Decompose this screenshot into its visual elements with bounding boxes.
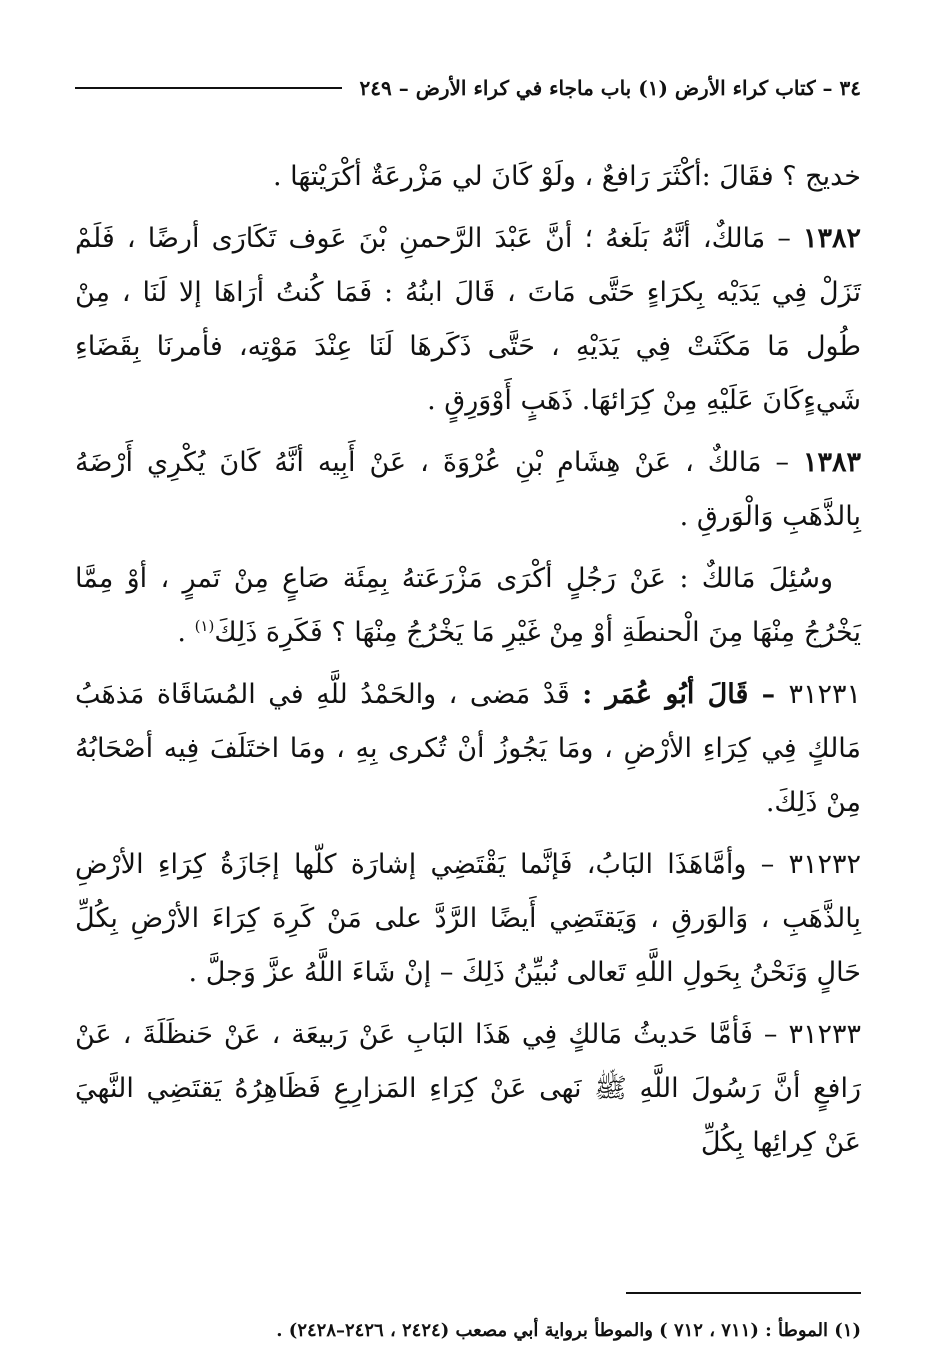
paragraph-text: – وأمَّاهَذَا البَابُ، فَإنَّما يَقْتَضِي إشارَة كلّها إجَازَةُ كِرَاءِ الأرْضِ بِالذَّهَبِ ، وَالوَرقِ ، وَيَقتَضِي أَيضًا الرَّدَّ على مَنْ كَرِهَ كِرَاءَ الأرْضِ بِكُلِّ حَالٍ وَنَحْنُ بِحَولِ اللَّهِ تَعالى نُبيِّنُ ذَلِكَ – إنْ شَاءَ اللَّهُ عزَّ وَجلَّ .: [75, 849, 861, 988]
footnote-marker[interactable]: (١): [194, 617, 215, 635]
paragraph-tail: .: [177, 617, 195, 648]
paragraph-text: – فَأمَّا حَديثُ مَالكٍ فِي هَذَا البَابِ عَنْ رَبيعَة ، عَنْ حَنظَلَةَ ، عَنْ رَافعٍ أنَّ رَسُولَ اللَّهِ ﷺ نَهى عَنْ كِرَاءِ المَزارِعِ فَظَاهِرُهُ يَقتَضِي النَّهيَ عَنْ كِرائِها بِكُلِّ: [75, 1019, 861, 1158]
paragraph-31233: [75, 1008, 861, 1170]
footnote-rule: [626, 1292, 861, 1294]
paragraph-question: [75, 552, 861, 660]
paragraph-continuation: [75, 150, 861, 204]
commentary-number: ٣١٢٣٢: [788, 849, 861, 880]
header-title: ٣٤ – كتاب كراء الأرض (١) باب ماجاء في كراء الأرض – ٢٤٩: [359, 76, 861, 100]
commentary-number: ٣١٢٣١: [788, 679, 861, 710]
header-rule: [75, 87, 342, 89]
paragraph-text: خديج ؟ فقَالَ :أكْثَرَ رَافعٌ ، ولَوْ كَانَ لي مَزْرعَةٌ أكْرَيْتهَا .: [273, 161, 861, 192]
paragraph-1383: [75, 436, 861, 544]
commentary-number: ٣١٢٣٣: [788, 1019, 861, 1050]
footnote: (١) الموطأ : (٧١١ ، ٧١٢ ) والموطأ برواية أبي مصعب (٢٤٢٤ ، ٢٤٢٦–٢٤٢٨) .: [276, 1320, 861, 1341]
paragraph-1382: [75, 212, 861, 428]
running-header: [75, 70, 861, 106]
paragraph-text: – مَالكٌ، أنَّهُ بَلَغهُ ؛ أنَّ عَبْدَ الرَّحمنِ بْنَ عَوف تَكَارَى أرضًا ، فَلَمْ تَزَلْ فِي يَدَيْه بِكرَاءٍ حَتَّى مَاتَ ، قَالَ ابنُهُ : فَمَا كُنتُ أرَاهَا إلا لَنَا ، مِنْ طُول مَا مَكَثَتْ فِي يَدَيْهِ ، حَتَّى ذَكَرهَا لَنَا عِنْدَ مَوْتِه، فأمرنَا بِقَضَاءِ شَيءٍكَانَ عَلَيْهِ مِنْ كِرَائهَا. ذَهَبٍ أَوْوَرِقٍ .: [75, 223, 861, 416]
main-text: [75, 150, 861, 1178]
paragraph-text: وسُئِلَ مَالكٌ : عَنْ رَجُلٍ أكْرَى مَزْرَعَتهُ بِمِئَة صَاعٍ مِنْ تَمرٍ ، أوْ مِمَّا يَخْرُجُ مِنْهَا مِنَ الْحنطَةِ أوْ مِنْ غَيْرِ مَا يَخْرُجُ مِنْهَا ؟ فَكَرِهَ ذَلِكَ: [75, 563, 861, 648]
paragraph-text: قَدْ مَضى ، والحَمْدُ للَّهِ في المُسَاقَاة مَذهَبُ مَالكٍ فِي كِرَاءِ الأرْضِ ، ومَا يَجُوزُ أنْ تُكرى بِهِ ، ومَا اختَلَفَ فِيه أصْحَابُهُ مِنْ ذَلِكَ.: [75, 679, 861, 818]
hadith-number: ١٣٨٢: [802, 223, 861, 254]
speaker-lead: – قَالَ أبُو عُمَر :: [582, 679, 789, 710]
paragraph-text: – مَالكٌ ، عَنْ هِشَامِ بْنِ عُرْوَةَ ، عَنْ أَبِيه أنَّهُ كَانَ يُكْرِي أَرْضَهُ بِالذَّهَبِ وَالْوَرقِ .: [75, 447, 861, 532]
paragraph-31231: [75, 668, 861, 830]
paragraph-31232: [75, 838, 861, 1000]
hadith-number: ١٣٨٣: [802, 447, 861, 478]
